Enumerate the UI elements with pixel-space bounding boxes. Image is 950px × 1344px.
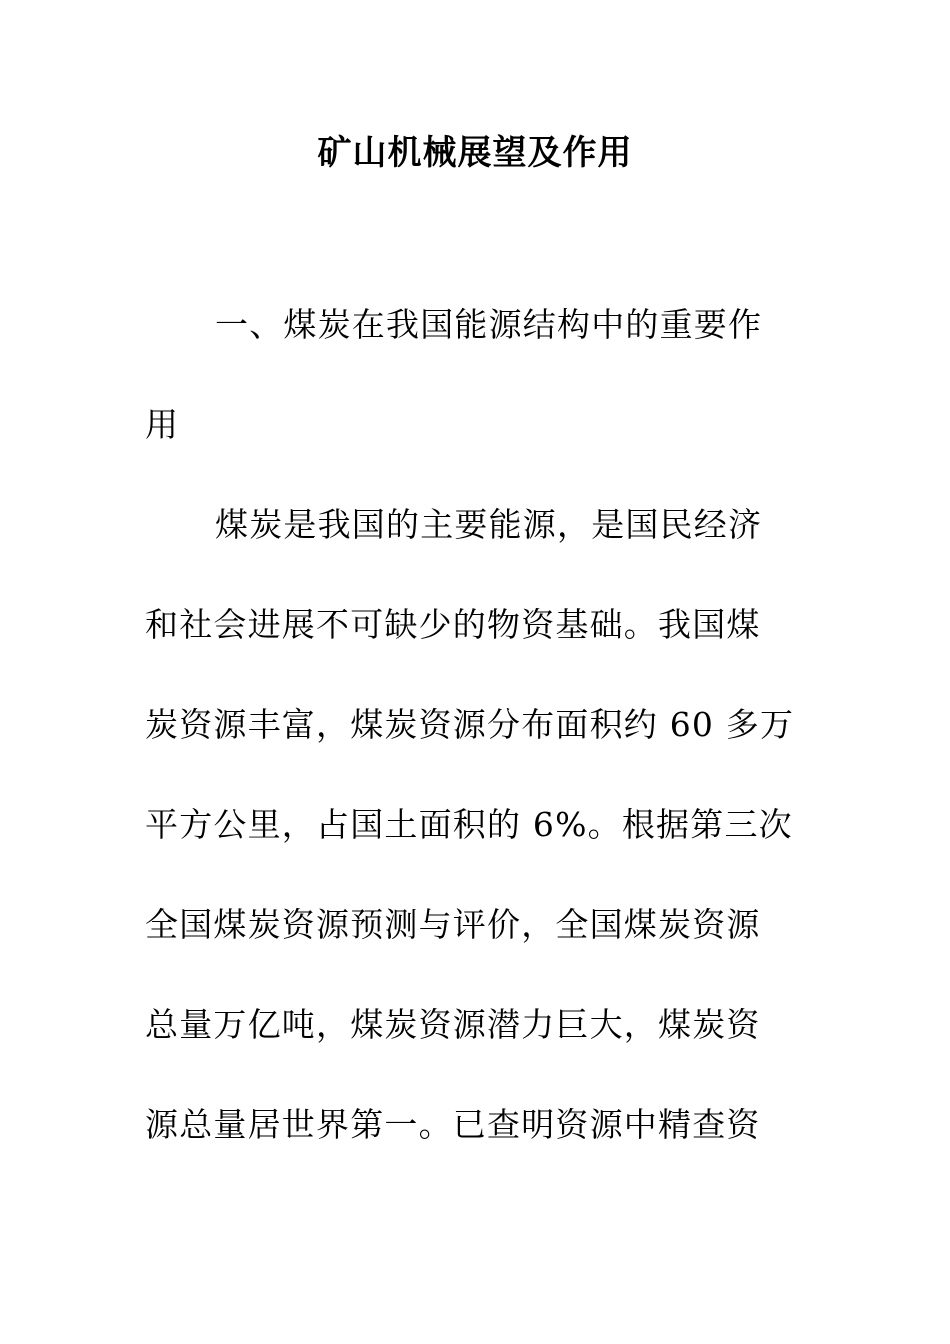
section-heading-line-2: 用 xyxy=(145,405,180,444)
paragraph-line-6: 总量万亿吨，煤炭资源潜力巨大，煤炭资 xyxy=(145,1005,761,1044)
paragraph-line-7: 源总量居世界第一。已查明资源中精查资 xyxy=(145,1105,761,1144)
paragraph-line-5: 全国煤炭资源预测与评价，全国煤炭资源 xyxy=(145,905,761,944)
section-heading-line-1: 一、煤炭在我国能源结构中的重要作 xyxy=(215,305,763,344)
paragraph-line-1: 煤炭是我国的主要能源，是国民经济 xyxy=(215,505,763,544)
paragraph-line-4: 平方公里，占国土面积的 6%。根据第三次 xyxy=(145,805,793,844)
paragraph-line-3: 炭资源丰富，煤炭资源分布面积约 60 多万 xyxy=(145,705,795,744)
document-title: 矿山机械展望及作用 xyxy=(317,133,633,173)
paragraph-line-2: 和社会进展不可缺少的物资基础。我国煤 xyxy=(145,605,761,644)
